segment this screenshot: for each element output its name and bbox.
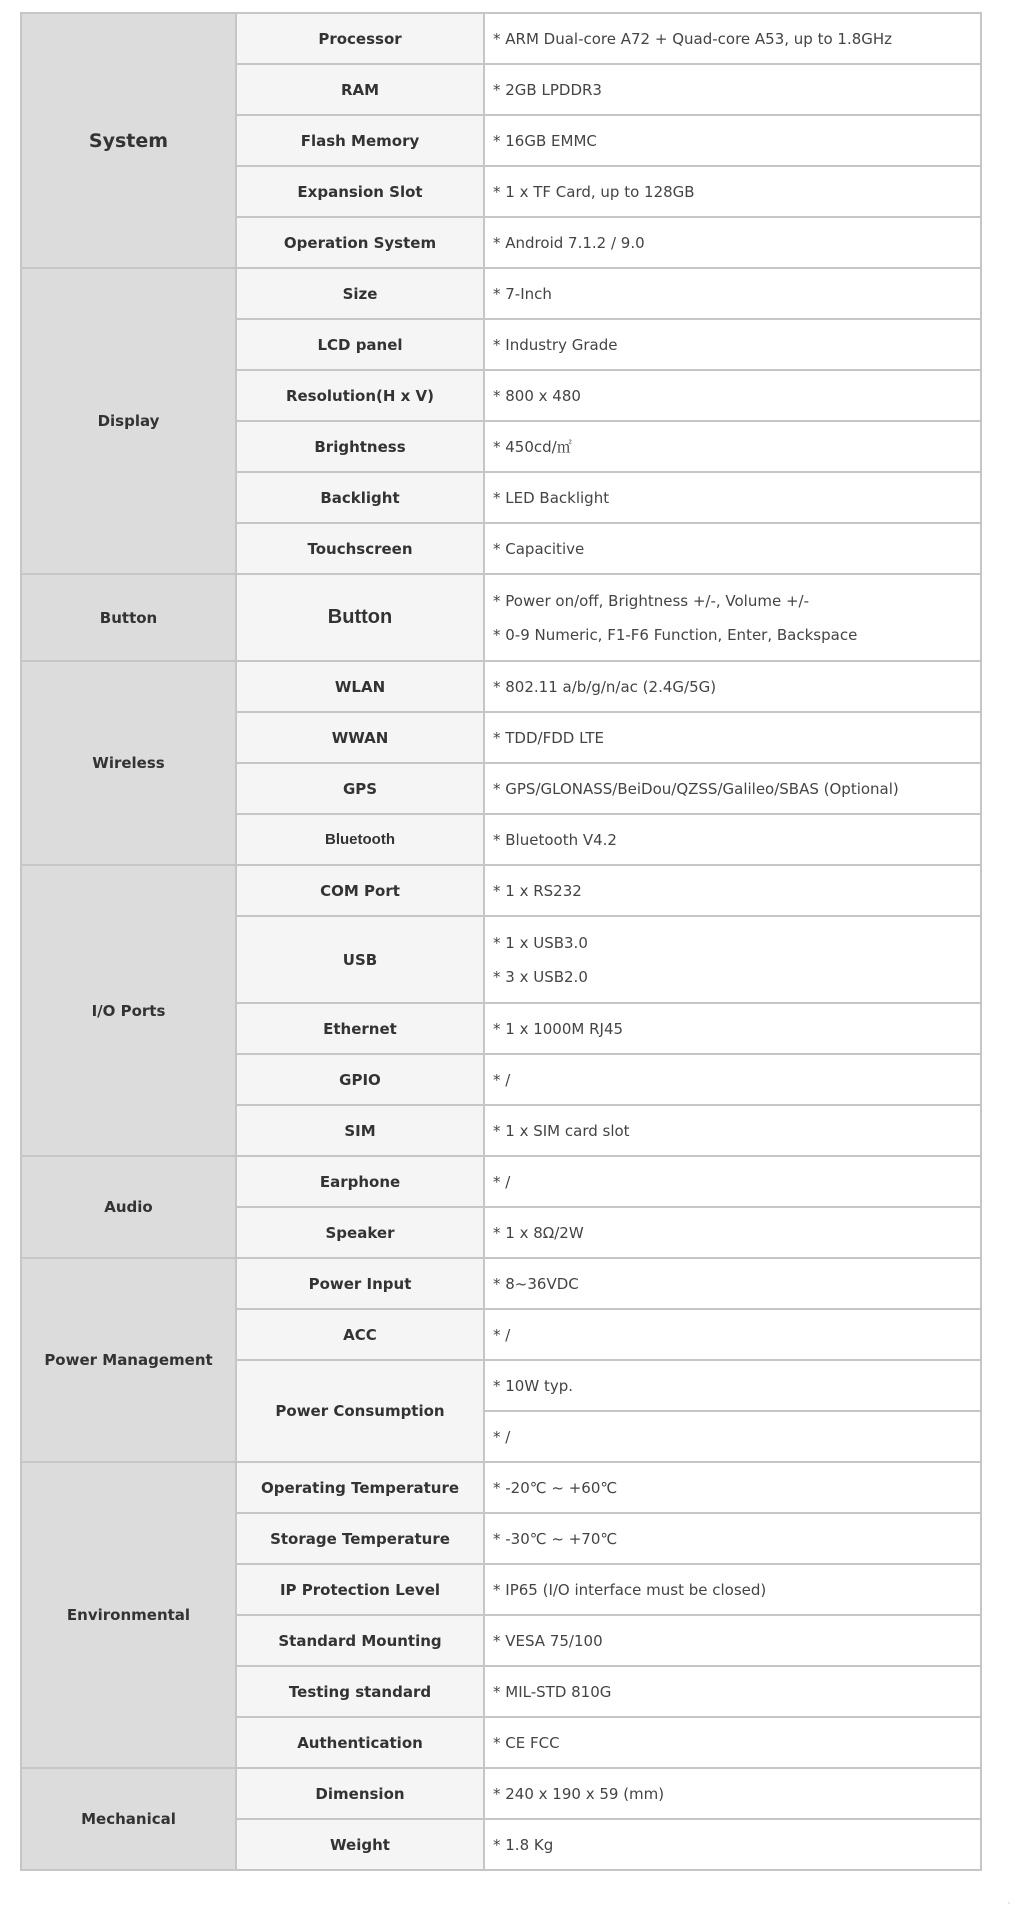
spec-value-operation-system: * Android 7.1.2 / 9.0 — [484, 217, 981, 268]
spec-value-acc: * / — [484, 1309, 981, 1360]
spec-label-com-port: COM Port — [236, 865, 484, 916]
spec-value-touchscreen: * Capacitive — [484, 523, 981, 574]
spec-label-acc: ACC — [236, 1309, 484, 1360]
spec-row-operating-temperature — [21, 1462, 981, 1513]
category-wireless: Wireless — [21, 661, 236, 865]
spec-label-ip-protection-level: IP Protection Level — [236, 1564, 484, 1615]
spec-value-size: * 7-Inch — [484, 268, 981, 319]
spec-label-speaker: Speaker — [236, 1207, 484, 1258]
spec-label-button: Button — [236, 574, 484, 661]
spec-value-usb — [484, 916, 981, 1003]
spec-label-power-consumption: Power Consumption — [236, 1360, 484, 1462]
category-system: System — [21, 13, 236, 268]
spec-label-gpio: GPIO — [236, 1054, 484, 1105]
spec-row-power-input — [21, 1258, 981, 1309]
spec-label-sim: SIM — [236, 1105, 484, 1156]
spec-row-dimension — [21, 1768, 981, 1819]
spec-row-processor — [21, 13, 981, 64]
spec-value-processor: * ARM Dual-core A72 + Quad-core A53, up to 1.8GHz — [484, 13, 981, 64]
spec-value-ethernet: * 1 x 1000M RJ45 — [484, 1003, 981, 1054]
category-display: Display — [21, 268, 236, 574]
spec-value-earphone: * / — [484, 1156, 981, 1207]
category-audio: Audio — [21, 1156, 236, 1258]
spec-value-usb-line-2: * 3 x USB2.0 — [493, 967, 588, 986]
spec-label-gps: GPS — [236, 763, 484, 814]
spec-label-testing-standard: Testing standard — [236, 1666, 484, 1717]
spec-label-operation-system: Operation System — [236, 217, 484, 268]
category-environmental: Environmental — [21, 1462, 236, 1768]
spec-value-ram: * 2GB LPDDR3 — [484, 64, 981, 115]
spec-table — [20, 12, 982, 1871]
spec-label-wwan: WWAN — [236, 712, 484, 763]
spec-label-flash-memory: Flash Memory — [236, 115, 484, 166]
spec-value-weight: * 1.8 Kg — [484, 1819, 981, 1870]
spec-label-ram: RAM — [236, 64, 484, 115]
spec-value-power-input: * 8~36VDC — [484, 1258, 981, 1309]
spec-label-brightness: Brightness — [236, 421, 484, 472]
spec-value-resolution: * 800 x 480 — [484, 370, 981, 421]
spec-row-button — [21, 574, 981, 661]
spec-value-expansion-slot: * 1 x TF Card, up to 128GB — [484, 166, 981, 217]
spec-value-wlan: * 802.11 a/b/g/n/ac (2.4G/5G) — [484, 661, 981, 712]
spec-value-testing-standard: * MIL-STD 810G — [484, 1666, 981, 1717]
category-mechanical: Mechanical — [21, 1768, 236, 1870]
spec-value-standard-mounting: * VESA 75/100 — [484, 1615, 981, 1666]
spec-label-operating-temperature: Operating Temperature — [236, 1462, 484, 1513]
spec-value-gps: * GPS/GLONASS/BeiDou/QZSS/Galileo/SBAS (Optional) — [484, 763, 981, 814]
spec-label-standard-mounting: Standard Mounting — [236, 1615, 484, 1666]
spec-value-bluetooth: * Bluetooth V4.2 — [484, 814, 981, 865]
spec-value-button — [484, 574, 981, 661]
spec-label-processor: Processor — [236, 13, 484, 64]
spec-value-power-consumption-typ: * 10W typ. — [484, 1360, 981, 1411]
spec-label-bluetooth: Bluetooth — [236, 814, 484, 865]
spec-label-dimension: Dimension — [236, 1768, 484, 1819]
spec-value-button-line-2: * 0-9 Numeric, F1-F6 Function, Enter, Backspace — [493, 625, 858, 644]
spec-value-usb-line-1: * 1 x USB3.0 — [493, 933, 588, 952]
spec-label-touchscreen: Touchscreen — [236, 523, 484, 574]
spec-label-usb: USB — [236, 916, 484, 1003]
spec-value-flash-memory: * 16GB EMMC — [484, 115, 981, 166]
spec-label-authentication: Authentication — [236, 1717, 484, 1768]
spec-value-dimension: * 240 x 190 x 59 (mm) — [484, 1768, 981, 1819]
page-edge-mark — [1008, 1902, 1010, 1904]
spec-value-operating-temperature: * -20℃ ~ +60℃ — [484, 1462, 981, 1513]
spec-label-ethernet: Ethernet — [236, 1003, 484, 1054]
spec-label-size: Size — [236, 268, 484, 319]
spec-label-expansion-slot: Expansion Slot — [236, 166, 484, 217]
spec-value-storage-temperature: * -30℃ ~ +70℃ — [484, 1513, 981, 1564]
spec-value-button-line-1: * Power on/off, Brightness +/-, Volume +/- — [493, 591, 810, 610]
spec-value-gpio: * / — [484, 1054, 981, 1105]
spec-row-size — [21, 268, 981, 319]
spec-label-power-input: Power Input — [236, 1258, 484, 1309]
spec-value-backlight: * LED Backlight — [484, 472, 981, 523]
spec-row-com-port — [21, 865, 981, 916]
spec-label-wlan: WLAN — [236, 661, 484, 712]
spec-value-ip-protection-level: * IP65 (I/O interface must be closed) — [484, 1564, 981, 1615]
spec-value-speaker: * 1 x 8Ω/2W — [484, 1207, 981, 1258]
spec-label-storage-temperature: Storage Temperature — [236, 1513, 484, 1564]
spec-value-authentication: * CE FCC — [484, 1717, 981, 1768]
spec-label-backlight: Backlight — [236, 472, 484, 523]
spec-label-resolution: Resolution(H x V) — [236, 370, 484, 421]
spec-label-lcd-panel: LCD panel — [236, 319, 484, 370]
spec-label-weight: Weight — [236, 1819, 484, 1870]
spec-value-sim: * 1 x SIM card slot — [484, 1105, 981, 1156]
spec-value-power-consumption-other: * / — [484, 1411, 981, 1462]
spec-value-brightness: * 450cd/㎡ — [484, 421, 981, 472]
spec-value-lcd-panel: * Industry Grade — [484, 319, 981, 370]
spec-row-earphone — [21, 1156, 981, 1207]
category-io-ports: I/O Ports — [21, 865, 236, 1156]
category-button: Button — [21, 574, 236, 661]
spec-label-earphone: Earphone — [236, 1156, 484, 1207]
spec-value-wwan: * TDD/FDD LTE — [484, 712, 981, 763]
spec-row-wlan — [21, 661, 981, 712]
spec-value-com-port: * 1 x RS232 — [484, 865, 981, 916]
category-power-management: Power Management — [21, 1258, 236, 1462]
